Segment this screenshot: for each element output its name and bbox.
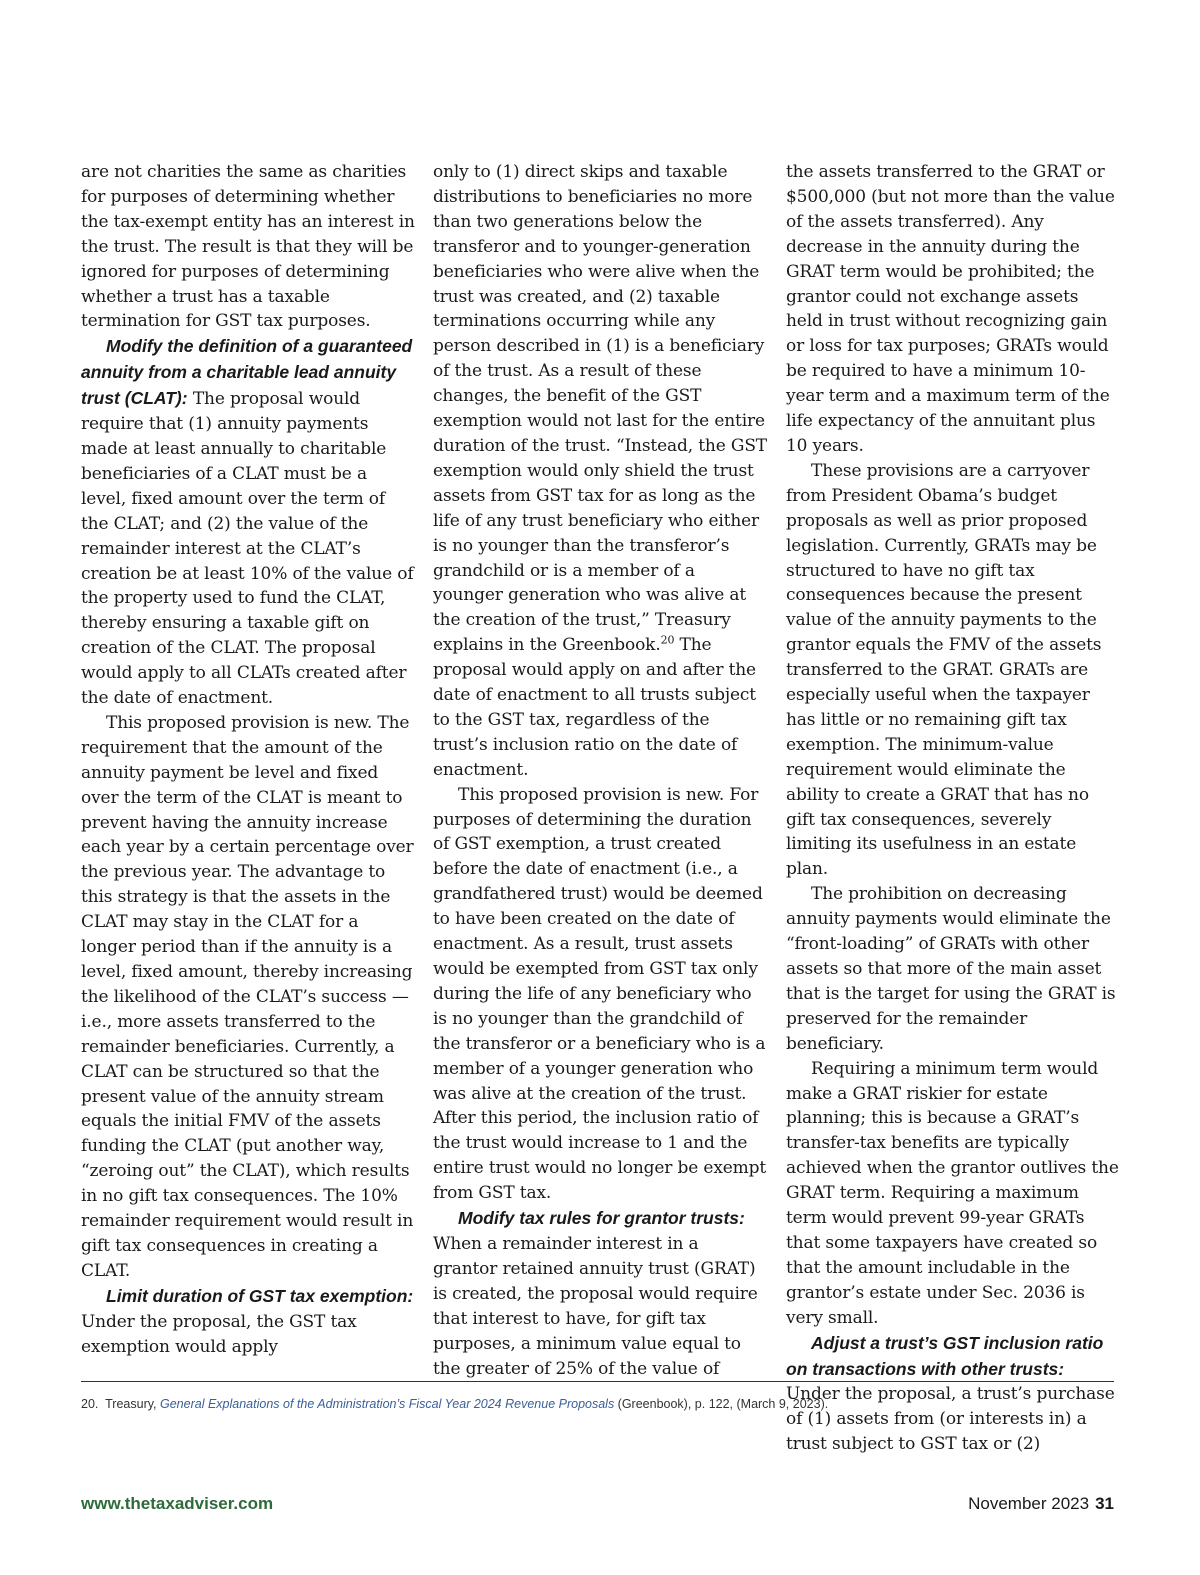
footnote-number: 20. — [81, 1397, 99, 1411]
page-footer — [968, 1494, 1114, 1514]
footnote-divider — [81, 1381, 1114, 1382]
page-number: 31 — [1095, 1494, 1114, 1513]
issue-date: November 2023 — [968, 1494, 1090, 1513]
paragraph: This proposed provision is new. For purposes of determining the duration of GST exemption, a trust created before the date of enactment (i.e., a grandfathered trust) would be deemed to have been created on the date of enactment. As a result, trust assets would be exempted from GST tax only during the life of any beneficiary who is no younger than the grandchild of the transferor or a beneficiary who is a member of a younger generation who was alive at the creation of the trust. After this period, the inclusion ratio of the trust would increase to 1 and the entire trust would no longer be exempt from GST tax. — [433, 784, 767, 1204]
paragraph-text: When a remainder interest in a grantor retained annuity trust (GRAT) is created, the proposal would require that interest to have, for gift tax purposes, a minimum value equal to the greater of 25% of the value of — [433, 1233, 758, 1379]
section-heading: Limit duration of GST tax exemption: — [106, 1285, 414, 1306]
paragraph — [81, 1284, 415, 1360]
paragraph — [81, 334, 415, 711]
article-column-1 — [81, 160, 415, 1360]
section-heading: Modify the definition of a guaranteed annuity from a charitable lead annuity trust (CLAT): — [81, 336, 413, 409]
footnote-prefix: Treasury, — [105, 1397, 160, 1411]
paragraph-text: only to (1) direct skips and taxable distributions to beneficiaries no more than two generations below the transferor and to younger-generation beneficiaries who were alive when the trust was created, and (2) taxable terminations occurring while any person described in (1) is a beneficiary of the trust. As a result of these changes, the benefit of the GST exemption would not last for the entire duration of the trust. “Instead, the GST exemption would only shield the trust assets from GST tax for as long as the life of any trust beneficiary who either is no younger than the transferor’s grandchild or is a member of a younger generation who was alive at the creation of the trust,” Treasury explains in the Greenbook. — [433, 162, 768, 656]
paragraph — [786, 1331, 1120, 1458]
article-column-2 — [433, 160, 767, 1381]
paragraph: are not charities the same as charities for purposes of determining whether the tax-exempt entity has an interest in the trust. The result is that they will be ignored for purposes of determining whether a trust has a taxable termination for GST tax purposes. — [81, 162, 415, 332]
paragraph-text: Under the proposal, a trust’s purchase of (1) assets from (or interests in) a trust subject to GST tax or (2) — [786, 1384, 1115, 1455]
footnote-suffix: (Greenbook), p. 122, (March 9, 2023). — [614, 1397, 829, 1411]
website-link[interactable]: www.thetaxadviser.com — [81, 1494, 274, 1513]
paragraph-text: The proposal would apply on and after the date of enactment to all trusts subject to the GST tax, regardless of the trust’s inclusion ratio on the date of enactment. — [433, 635, 756, 780]
paragraph: This proposed provision is new. The requirement that the amount of the annuity payment be level and fixed over the term of the CLAT is meant to prevent having the annuity increase each year by a certain percentage over the previous year. The advantage to this strategy is that the assets in the CLAT may stay in the CLAT for a longer period than if the annuity is a level, fixed amount, thereby increasing the likelihood of the CLAT’s success — i.e., more assets transferred to the remainder beneficiaries. Currently, a CLAT can be structured so that the present value of the annuity stream equals the initial FMV of the assets funding the CLAT (put another way, “zeroing out” the CLAT), which results in no gift tax consequences. The 10% remainder requirement would result in gift tax consequences in creating a CLAT. — [81, 712, 414, 1281]
footnote — [81, 1397, 1114, 1411]
paragraph: the assets transferred to the GRAT or $500,000 (but not more than the value of the assets transferred). Any decrease in the annuity during the GRAT term would be prohibited; the grantor could not exchange assets held in trust without recognizing gain or loss for tax purposes; GRATs would be required to have a minimum 10-year term and a maximum term of the life expectancy of the annuitant plus 10 years. — [786, 162, 1115, 456]
article-column-3 — [786, 160, 1120, 1457]
paragraph-text: The proposal would require that (1) annuity payments made at least annually to charitable beneficiaries of a CLAT must be a level, fixed amount over the term of the CLAT; and (2) the value of the remainder interest at the CLAT’s creation be at least 10% of the value of the property used to fund the CLAT, thereby ensuring a taxable gift on creation of the CLAT. The proposal would apply to all CLATs created after the date of enactment. — [81, 389, 414, 709]
footnote-link[interactable]: General Explanations of the Administration’s Fiscal Year 2024 Revenue Proposals — [160, 1397, 615, 1411]
section-heading: Adjust a trust’s GST inclusion ratio on transactions with other trusts: — [786, 1332, 1104, 1379]
paragraph: The prohibition on decreasing annuity payments would eliminate the “front-loading” of GRATs with other assets so that more of the main asset that is the target for using the GRAT is preserved for the remainder beneficiary. — [786, 884, 1116, 1054]
footnote-reference[interactable]: 20 — [660, 633, 675, 647]
paragraph — [433, 160, 767, 783]
paragraph — [433, 1206, 767, 1381]
paragraph: Requiring a minimum term would make a GRAT riskier for estate planning; this is because a GRAT’s transfer-tax benefits are typically achieved when the grantor outlives the GRAT term. Requiring a maximum term would prevent 99-year GRATs that some taxpayers have created so that the amount includable in the grantor’s estate under Sec. 2036 is very small. — [786, 1058, 1119, 1328]
paragraph-text: Under the proposal, the GST tax exemption would apply — [81, 1311, 357, 1357]
section-heading: Modify tax rules for grantor trusts: — [458, 1208, 745, 1229]
paragraph: These provisions are a carryover from President Obama’s budget proposals as well as prior proposed legislation. Currently, GRATs may be structured to have no gift tax consequences because the present value of the annuity payments to the grantor equals the FMV of the assets transferred to the GRAT. GRATs are especially useful when the taxpayer has little or no remaining gift tax exemption. The minimum-value requirement would eliminate the ability to create a GRAT that has no gift tax consequences, severely limiting its usefulness in an estate plan. — [786, 460, 1102, 880]
